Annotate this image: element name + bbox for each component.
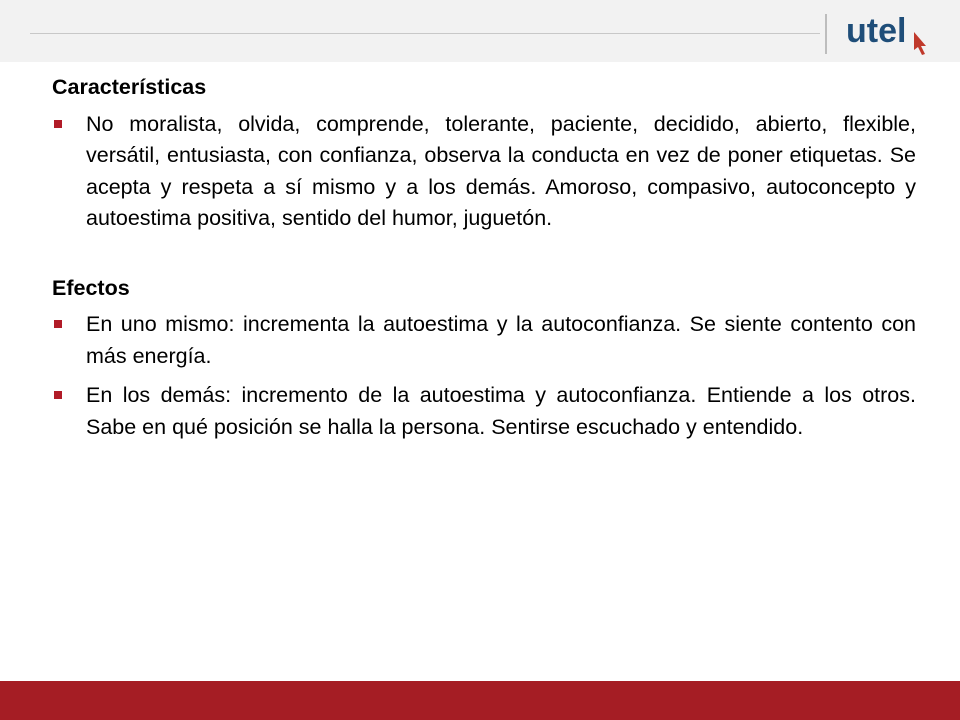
header-band: [0, 0, 960, 62]
bullet-marker-icon: [54, 391, 62, 399]
section-heading-efectos: Efectos: [52, 275, 130, 300]
bullet-item: [52, 109, 916, 235]
bullet-text: En los demás: incremento de la autoestima y autoconfianza. Entiende a los otros. Sabe en qué posición se halla la persona. Sentirse escuchado y entendido.: [86, 383, 916, 439]
bullet-marker-icon: [54, 320, 62, 328]
bullet-item: [52, 380, 916, 443]
utel-logo: [842, 8, 938, 56]
bullet-marker-icon: [54, 120, 62, 128]
cursor-icon: [914, 32, 926, 55]
bullet-item: [52, 309, 916, 372]
header-divider: [825, 14, 827, 54]
footer-band: [0, 681, 960, 720]
slide-content: [52, 72, 916, 443]
bullet-text: En uno mismo: incrementa la autoestima y la autoconfianza. Se siente contento con más energía.: [86, 312, 916, 368]
header-rule: [30, 33, 820, 34]
bullet-text: No moralista, olvida, comprende, tolerante, paciente, decidido, abierto, flexible, versátil, entusiasta, con confianza, observa la conducta en vez de poner etiquetas. Se acepta y respeta a sí mismo y a los demás. Amoroso, compasivo, autoconcepto y autoestima positiva, sentido del humor, juguetón.: [86, 111, 916, 230]
logo-text: utel: [846, 12, 907, 50]
section-heading-caracteristicas: Características: [52, 75, 207, 99]
